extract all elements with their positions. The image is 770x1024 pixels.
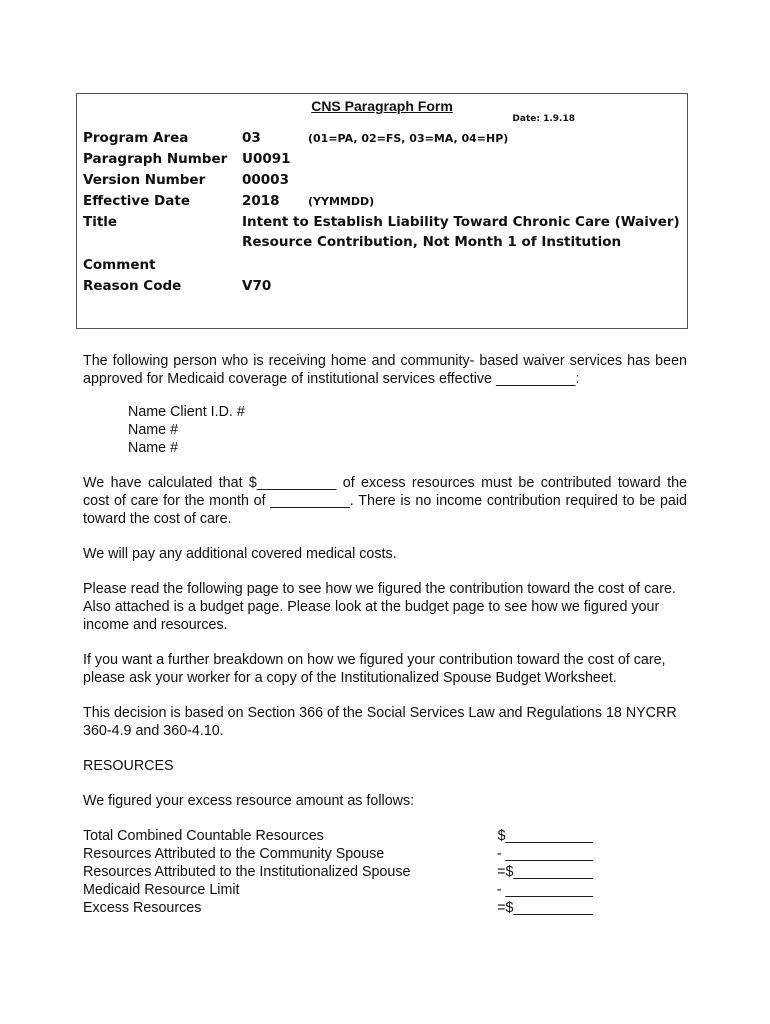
calc-label: Resources Attributed to the Institutionalized Spouse	[83, 864, 411, 880]
field-label: Reason Code	[83, 278, 182, 294]
field-label: Comment	[83, 257, 156, 273]
name-line: Name #	[128, 422, 179, 438]
calc-row	[83, 827, 593, 845]
breakdown-paragraph: If you want a further breakdown on how we figured your contribution toward the cost of care, please ask your worker for a copy of the Institutionalized Spouse Budget Worksheet.	[83, 652, 666, 686]
field-title	[83, 212, 683, 252]
coverage-paragraph: We will pay any additional covered medical costs.	[83, 546, 397, 562]
field-title-value	[242, 212, 680, 252]
field-note: (YYMMDD)	[308, 195, 375, 208]
resource-calculation	[83, 827, 593, 917]
calc-value: =$__________	[497, 900, 593, 916]
calc-value: - ___________	[496, 882, 593, 898]
budget-paragraph: Please read the following page to see how we figured the contribution toward the cost of care. Also attached is a budget page. Please look at the budget page to see how we figured your income and resources.	[83, 581, 676, 633]
field-paragraph-number	[83, 149, 683, 170]
calc-row	[83, 863, 593, 881]
calc-value: - ___________	[496, 846, 593, 862]
legal-basis-paragraph: This decision is based on Section 366 of the Social Services Law and Regulations 18 NYCRR 360-4.9 and 360-4.10.	[83, 705, 677, 739]
letter-body	[83, 352, 687, 917]
calculation-paragraph: We have calculated that $__________ of excess resources must be contributed toward the cost of care for the month of __________. There is no income contribution required to be paid toward the cost of care.	[83, 475, 687, 527]
field-label: Version Number	[83, 172, 206, 188]
calc-value: $___________	[497, 828, 593, 844]
field-value: 2018	[242, 193, 280, 209]
calc-value: =$__________	[497, 864, 593, 880]
field-reason-code	[83, 276, 683, 297]
field-value: 03	[242, 130, 261, 146]
form-fields	[83, 128, 683, 297]
field-program-area	[83, 128, 683, 149]
calc-row	[83, 899, 593, 917]
calc-label: Resources Attributed to the Community Spouse	[83, 846, 385, 862]
calc-label: Medicaid Resource Limit	[83, 882, 240, 898]
field-label: Paragraph Number	[83, 151, 228, 167]
calc-label: Total Combined Countable Resources	[83, 828, 324, 844]
field-note: (01=PA, 02=FS, 03=MA, 04=HP)	[308, 132, 509, 145]
name-line: Name #	[128, 440, 179, 456]
calc-label: Excess Resources	[83, 900, 202, 916]
form-header-box	[76, 93, 688, 329]
title-line-1: Intent to Establish Liability Toward Chronic Care (Waiver)	[242, 214, 680, 230]
resources-heading: RESOURCES	[83, 758, 174, 774]
field-effective-date	[83, 191, 683, 212]
title-line-2: Resource Contribution, Not Month 1 of Institution	[242, 234, 622, 250]
field-label: Program Area	[83, 130, 189, 146]
field-comment	[83, 255, 683, 276]
form-date: Date: 1.9.18	[512, 114, 575, 124]
field-value: 00003	[242, 172, 289, 188]
resources-intro: We figured your excess resource amount as follows:	[83, 793, 415, 809]
field-value: V70	[242, 278, 272, 294]
field-label: Title	[83, 214, 118, 230]
calc-row	[83, 845, 593, 863]
calc-row	[83, 881, 593, 899]
intro-paragraph: The following person who is receiving home and community- based waiver services has been approved for Medicaid coverage of institutional services effective __________:	[83, 353, 687, 387]
field-label: Effective Date	[83, 193, 190, 209]
field-version-number	[83, 170, 683, 191]
form-title: CNS Paragraph Form	[311, 98, 453, 114]
name-line: Name Client I.D. #	[128, 404, 245, 420]
name-list	[128, 403, 687, 457]
field-value: U0091	[242, 151, 291, 167]
